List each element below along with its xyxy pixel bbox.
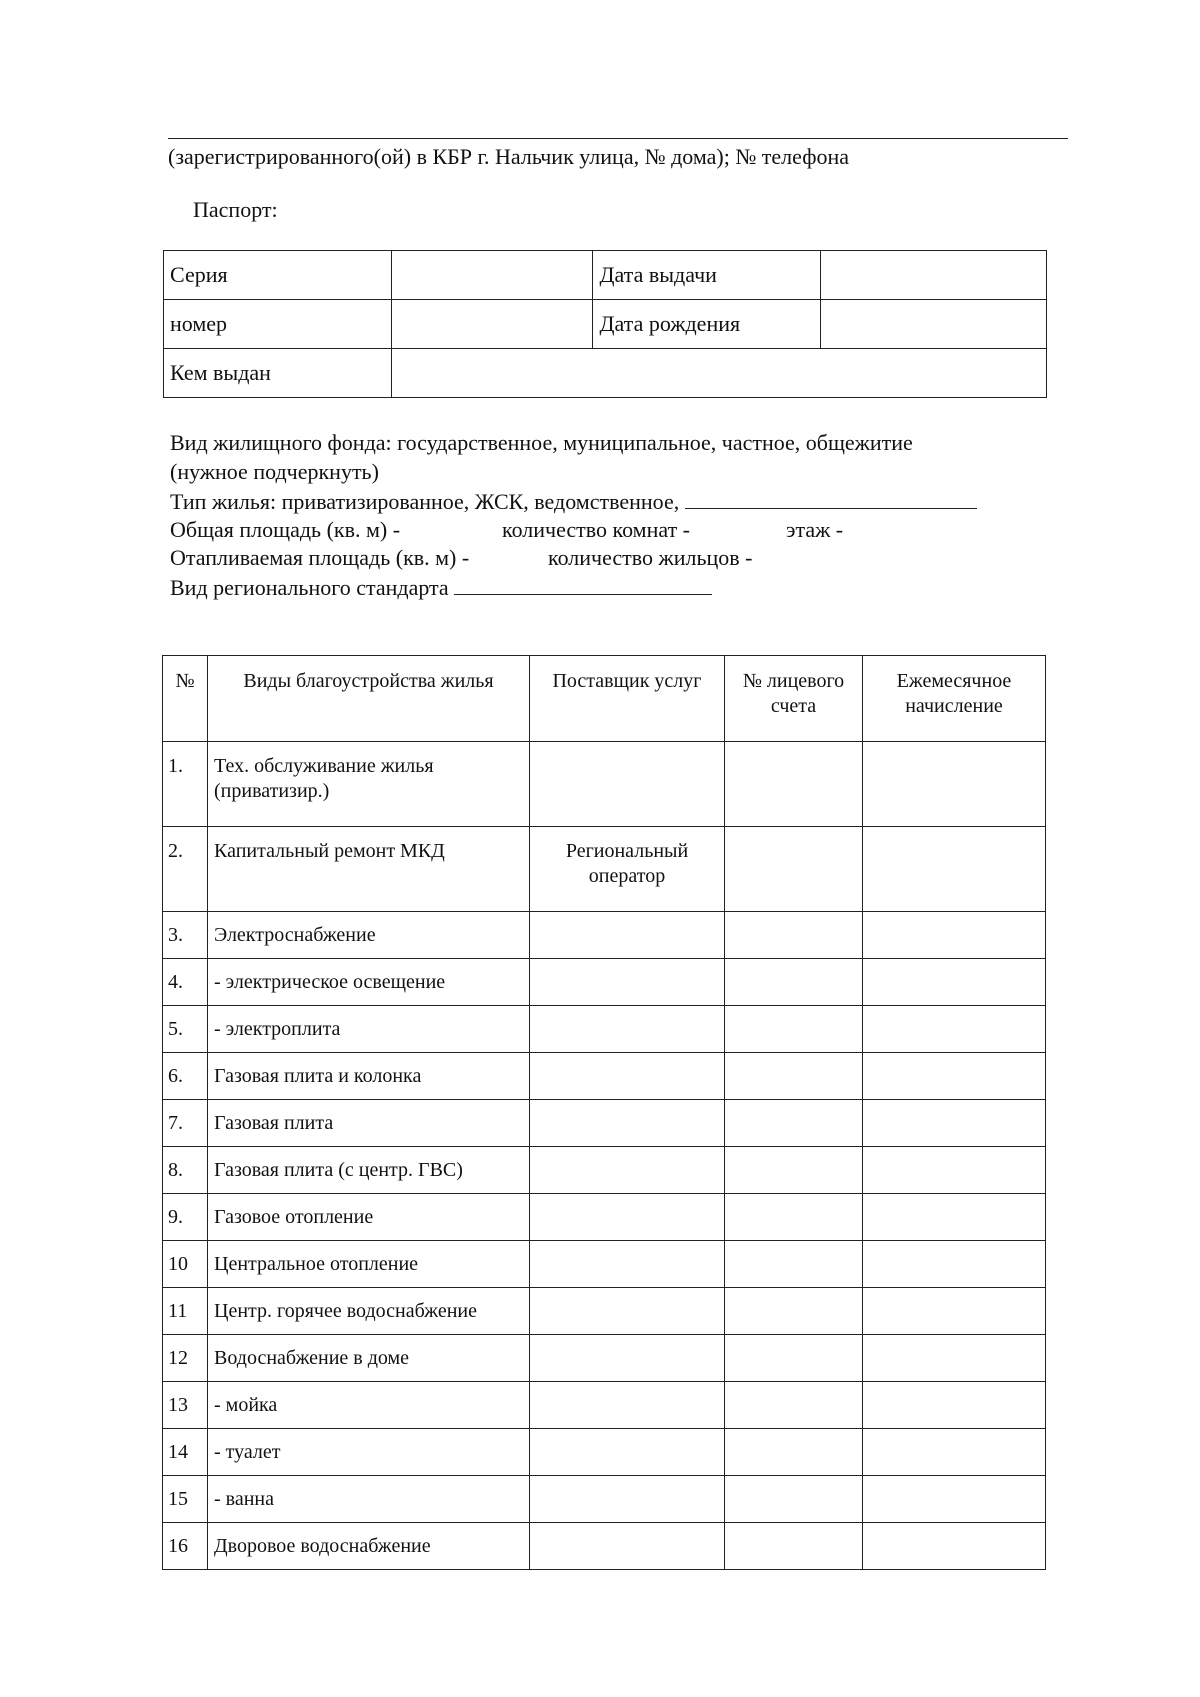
row-monthly-cell[interactable]	[863, 959, 1046, 1006]
row-service: Газовая плита и колонка	[208, 1053, 530, 1100]
row-monthly-cell[interactable]	[863, 1429, 1046, 1476]
passport-row	[164, 349, 1047, 398]
row-service: Дворовое водоснабжение	[208, 1523, 530, 1570]
row-account-cell[interactable]	[725, 1194, 863, 1241]
row-service: - электрическое освещение	[208, 959, 530, 1006]
table-row	[163, 1288, 1046, 1335]
row-num: 4.	[163, 959, 208, 1006]
row-provider-cell[interactable]	[530, 1194, 725, 1241]
floor-label: этаж -	[786, 517, 844, 542]
regional-standard-label: Вид регионального стандарта	[170, 575, 449, 600]
row-account-cell[interactable]	[725, 1288, 863, 1335]
passport-issued-by-field[interactable]	[391, 349, 1046, 398]
row-monthly-cell[interactable]	[863, 1288, 1046, 1335]
row-account-cell[interactable]	[725, 1147, 863, 1194]
row-monthly-cell[interactable]	[863, 1241, 1046, 1288]
table-row	[163, 1335, 1046, 1382]
address-fill-line[interactable]	[168, 138, 1068, 139]
row-provider-cell[interactable]	[530, 742, 725, 827]
table-row	[163, 959, 1046, 1006]
col-header-monthly: Ежемесячное начисление	[863, 656, 1046, 742]
row-account-cell[interactable]	[725, 1241, 863, 1288]
row-service: - туалет	[208, 1429, 530, 1476]
row-account-cell[interactable]	[725, 1382, 863, 1429]
row-provider-cell[interactable]	[530, 1429, 725, 1476]
row-account-cell[interactable]	[725, 1335, 863, 1382]
row-monthly-cell[interactable]	[863, 1382, 1046, 1429]
passport-series-field[interactable]	[391, 251, 593, 300]
row-monthly-cell[interactable]	[863, 1053, 1046, 1100]
row-provider-cell[interactable]	[530, 1288, 725, 1335]
row-account-cell[interactable]	[725, 742, 863, 827]
row-provider-cell[interactable]	[530, 1147, 725, 1194]
row-provider-cell[interactable]	[530, 1523, 725, 1570]
row-monthly-cell[interactable]	[863, 1006, 1046, 1053]
table-row	[163, 1523, 1046, 1570]
table-header-row	[163, 656, 1046, 742]
row-account-cell[interactable]	[725, 1006, 863, 1053]
housing-type-fill-line[interactable]	[685, 488, 977, 509]
table-row	[163, 1194, 1046, 1241]
housing-fund-line: Вид жилищного фонда: государственное, муниципальное, частное, общежитие	[170, 430, 913, 455]
row-service: Водоснабжение в доме	[208, 1335, 530, 1382]
row-provider-cell[interactable]	[530, 912, 725, 959]
row-monthly-cell[interactable]	[863, 827, 1046, 912]
row-num: 14	[163, 1429, 208, 1476]
residents-label: количество жильцов -	[548, 545, 753, 570]
passport-heading: Паспорт:	[193, 197, 278, 222]
row-num: 16	[163, 1523, 208, 1570]
table-row	[163, 1476, 1046, 1523]
row-provider-cell[interactable]	[530, 1006, 725, 1053]
passport-number-field[interactable]	[391, 300, 593, 349]
row-service: Капитальный ремонт МКД	[208, 827, 530, 912]
row-monthly-cell[interactable]	[863, 1335, 1046, 1382]
row-service: - электроплита	[208, 1006, 530, 1053]
row-account-cell[interactable]	[725, 1429, 863, 1476]
row-service: Газовая плита	[208, 1100, 530, 1147]
address-caption: (зарегистрированного(ой) в КБР г. Нальчик улица, № дома); № телефона	[168, 144, 849, 169]
row-monthly-cell[interactable]	[863, 1476, 1046, 1523]
row-monthly-cell[interactable]	[863, 1100, 1046, 1147]
passport-issued-by-label: Кем выдан	[164, 349, 392, 398]
table-row	[163, 827, 1046, 912]
passport-birth-date-field[interactable]	[821, 300, 1047, 349]
row-provider-cell[interactable]	[530, 1476, 725, 1523]
row-num: 9.	[163, 1194, 208, 1241]
row-provider-cell[interactable]	[530, 1053, 725, 1100]
row-service: Центральное отопление	[208, 1241, 530, 1288]
passport-series-label: Серия	[164, 251, 392, 300]
row-num: 10	[163, 1241, 208, 1288]
row-service: - мойка	[208, 1382, 530, 1429]
table-row	[163, 1006, 1046, 1053]
row-num: 1.	[163, 742, 208, 827]
table-row	[163, 1147, 1046, 1194]
table-row	[163, 1241, 1046, 1288]
row-num: 6.	[163, 1053, 208, 1100]
row-num: 3.	[163, 912, 208, 959]
passport-birth-date-label: Дата рождения	[593, 300, 821, 349]
total-area-label: Общая площадь (кв. м) -	[170, 517, 401, 542]
row-account-cell[interactable]	[725, 1476, 863, 1523]
heated-area-label: Отапливаемая площадь (кв. м) -	[170, 545, 470, 570]
row-monthly-cell[interactable]	[863, 912, 1046, 959]
table-row	[163, 742, 1046, 827]
row-account-cell[interactable]	[725, 1100, 863, 1147]
services-table	[162, 655, 1046, 1570]
row-num: 12	[163, 1335, 208, 1382]
row-monthly-cell[interactable]	[863, 1147, 1046, 1194]
row-monthly-cell[interactable]	[863, 1194, 1046, 1241]
col-header-service: Виды благоустройства жилья	[208, 656, 530, 742]
row-monthly-cell[interactable]	[863, 742, 1046, 827]
row-service: Тех. обслуживание жилья (приватизир.)	[208, 742, 530, 827]
row-monthly-cell[interactable]	[863, 1523, 1046, 1570]
row-account-cell[interactable]	[725, 1523, 863, 1570]
row-service: Центр. горячее водоснабжение	[208, 1288, 530, 1335]
row-account-cell[interactable]	[725, 912, 863, 959]
table-row	[163, 1382, 1046, 1429]
row-num: 11	[163, 1288, 208, 1335]
table-row	[163, 1053, 1046, 1100]
passport-table	[163, 250, 1047, 398]
row-num: 2.	[163, 827, 208, 912]
row-service: Газовая плита (с центр. ГВС)	[208, 1147, 530, 1194]
row-num: 8.	[163, 1147, 208, 1194]
row-service: Электроснабжение	[208, 912, 530, 959]
row-num: 15	[163, 1476, 208, 1523]
row-provider-cell[interactable]	[530, 1382, 725, 1429]
passport-number-label: номер	[164, 300, 392, 349]
row-num: 7.	[163, 1100, 208, 1147]
passport-row	[164, 251, 1047, 300]
col-header-num: №	[163, 656, 208, 742]
row-service: Газовое отопление	[208, 1194, 530, 1241]
table-row	[163, 1100, 1046, 1147]
row-provider-cell[interactable]	[530, 959, 725, 1006]
housing-fund-note: (нужное подчеркнуть)	[170, 459, 379, 484]
col-header-provider: Поставщик услуг	[530, 656, 725, 742]
row-provider-cell[interactable]	[530, 1241, 725, 1288]
row-provider-cell[interactable]	[530, 1335, 725, 1382]
row-service: - ванна	[208, 1476, 530, 1523]
passport-issue-date-field[interactable]	[821, 251, 1047, 300]
housing-type-row	[170, 488, 977, 515]
passport-row	[164, 300, 1047, 349]
rooms-label: количество комнат -	[502, 517, 691, 542]
row-provider-cell[interactable]: Региональный оператор	[530, 827, 725, 912]
row-num: 5.	[163, 1006, 208, 1053]
table-row	[163, 912, 1046, 959]
row-account-cell[interactable]	[725, 827, 863, 912]
row-account-cell[interactable]	[725, 1053, 863, 1100]
row-provider-cell[interactable]	[530, 1100, 725, 1147]
row-num: 13	[163, 1382, 208, 1429]
col-header-account: № лицевого счета	[725, 656, 863, 742]
housing-type-label: Тип жилья: приватизированное, ЖСК, ведомственное,	[170, 489, 680, 514]
table-row	[163, 1429, 1046, 1476]
regional-standard-fill-line[interactable]	[454, 574, 712, 595]
regional-standard-row	[170, 574, 712, 601]
row-account-cell[interactable]	[725, 959, 863, 1006]
passport-issue-date-label: Дата выдачи	[593, 251, 821, 300]
